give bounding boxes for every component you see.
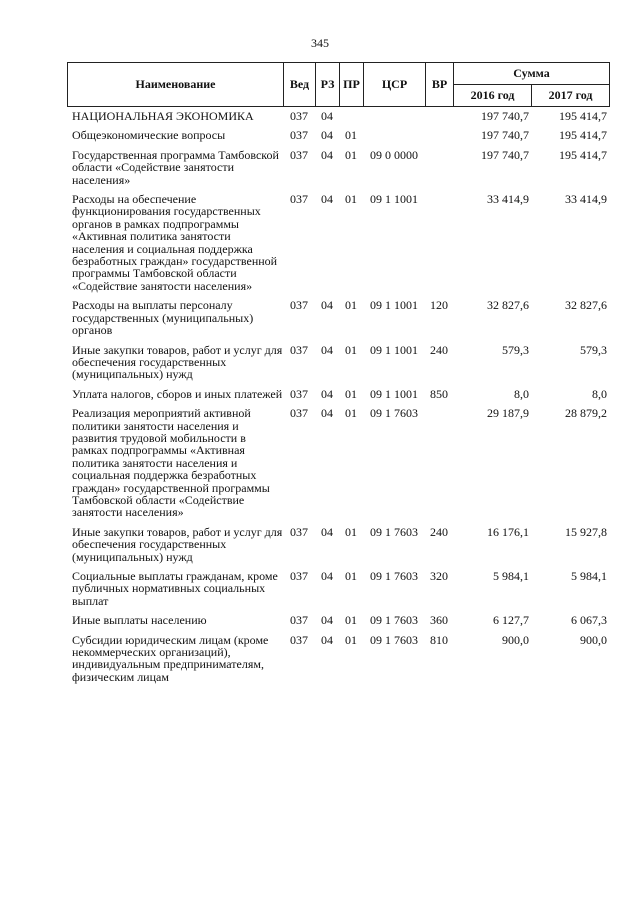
row-csr: 09 1 7603 bbox=[370, 406, 418, 421]
row-csr: 09 1 1001 bbox=[370, 386, 418, 401]
row-rz: 04 bbox=[321, 298, 333, 313]
row-ved: 037 bbox=[290, 613, 308, 628]
row-name: Иные закупки товаров, работ и услуг для обеспечения государственных (муниципальных) нужд bbox=[72, 524, 283, 564]
table-row bbox=[67, 634, 609, 684]
table-row bbox=[67, 526, 609, 563]
row-sum-2016: 5 984,1 bbox=[493, 569, 529, 583]
row-pr: 01 bbox=[345, 386, 357, 401]
row-rz: 04 bbox=[321, 128, 333, 143]
row-csr: 09 1 7603 bbox=[370, 613, 418, 628]
row-csr: 09 1 1001 bbox=[370, 342, 418, 357]
row-name: Государственная программа Тамбовской области «Содействие занятости населения» bbox=[72, 147, 279, 187]
row-name: Социальные выплаты гражданам, кроме публичных нормативных социальных выплат bbox=[72, 569, 278, 608]
row-sum-2016: 579,3 bbox=[502, 342, 529, 357]
row-ved: 037 bbox=[290, 298, 308, 313]
row-vr: 320 bbox=[430, 569, 448, 583]
row-csr: 09 0 0000 bbox=[370, 147, 418, 162]
row-name: Расходы на обеспечение функционирования государственных органов в рамках подпрограммы «Активная политика занятости населения и социальная поддержка безработных граждан» государственной программы Тамбовской области «Содействие занятости населения» bbox=[72, 192, 278, 293]
row-rz: 04 bbox=[321, 632, 333, 647]
header-vr: ВР bbox=[426, 63, 454, 107]
table-row bbox=[67, 193, 609, 292]
row-rz: 04 bbox=[321, 192, 333, 207]
header-pr: ПР bbox=[340, 63, 364, 107]
row-csr: 09 1 7603 bbox=[370, 632, 418, 647]
table-header bbox=[67, 62, 610, 107]
row-pr: 01 bbox=[345, 569, 357, 583]
row-rz: 04 bbox=[321, 524, 333, 539]
row-ved: 037 bbox=[290, 632, 308, 647]
row-sum-2017: 6 067,3 bbox=[571, 613, 607, 628]
row-sum-2017: 195 414,7 bbox=[559, 128, 607, 143]
table-row bbox=[67, 570, 609, 607]
table-row bbox=[67, 110, 609, 122]
row-pr: 01 bbox=[345, 147, 357, 162]
header-year-2016: 2016 год bbox=[454, 85, 532, 107]
row-ved: 037 bbox=[290, 128, 308, 143]
page-number: 345 bbox=[311, 36, 329, 50]
row-name: Иные закупки товаров, работ и услуг для обеспечения государственных (муниципальных) нужд bbox=[72, 342, 283, 382]
row-pr: 01 bbox=[345, 192, 357, 207]
row-pr: 01 bbox=[345, 613, 357, 628]
row-sum-2017: 32 827,6 bbox=[565, 298, 607, 313]
row-rz: 04 bbox=[321, 406, 333, 421]
header-name: Наименование bbox=[68, 63, 284, 107]
row-rz: 04 bbox=[321, 109, 333, 123]
row-name: Расходы на выплаты персоналу государственных (муниципальных) органов bbox=[72, 298, 254, 338]
row-name: Реализация мероприятий активной политики занятости населения и развития трудовой мобильности в рамках подпрограммы «Активная политика занятости населения и социальная поддержка безработных граждан» государственной программы Тамбовской области «Содействие занятости населения» bbox=[72, 406, 270, 520]
header-rz: РЗ bbox=[316, 63, 340, 107]
row-rz: 04 bbox=[321, 569, 333, 583]
row-sum-2017: 28 879,2 bbox=[565, 406, 607, 421]
table-body bbox=[67, 110, 609, 690]
row-name: Общеэкономические вопросы bbox=[72, 128, 226, 143]
table-row bbox=[67, 388, 609, 400]
row-sum-2017: 195 414,7 bbox=[559, 147, 607, 162]
row-sum-2016: 16 176,1 bbox=[487, 524, 529, 539]
row-csr: 09 1 1001 bbox=[370, 298, 418, 313]
row-csr: 09 1 7603 bbox=[370, 524, 418, 539]
table-row bbox=[67, 129, 609, 141]
row-sum-2017: 195 414,7 bbox=[559, 109, 607, 123]
row-sum-2017: 579,3 bbox=[580, 342, 607, 357]
row-sum-2017: 15 927,8 bbox=[565, 524, 607, 539]
row-sum-2016: 6 127,7 bbox=[493, 613, 529, 628]
row-sum-2017: 5 984,1 bbox=[571, 569, 607, 583]
row-pr: 01 bbox=[345, 524, 357, 539]
row-sum-2017: 8,0 bbox=[592, 386, 607, 401]
row-vr: 360 bbox=[430, 613, 448, 628]
row-vr: 240 bbox=[430, 342, 448, 357]
header-csr: ЦСР bbox=[364, 63, 426, 107]
row-ved: 037 bbox=[290, 569, 308, 583]
row-rz: 04 bbox=[321, 342, 333, 357]
row-ved: 037 bbox=[290, 524, 308, 539]
row-csr: 09 1 1001 bbox=[370, 192, 418, 207]
row-sum-2016: 32 827,6 bbox=[487, 298, 529, 313]
row-ved: 037 bbox=[290, 386, 308, 401]
row-rz: 04 bbox=[321, 147, 333, 162]
table-row bbox=[67, 407, 609, 519]
row-name: Иные выплаты населению bbox=[72, 613, 207, 628]
row-sum-2016: 900,0 bbox=[502, 632, 529, 647]
row-name: НАЦИОНАЛЬНАЯ ЭКОНОМИКА bbox=[72, 109, 254, 123]
table-row bbox=[67, 149, 609, 186]
row-sum-2016: 8,0 bbox=[514, 386, 529, 401]
row-ved: 037 bbox=[290, 406, 308, 421]
row-ved: 037 bbox=[290, 342, 308, 357]
row-rz: 04 bbox=[321, 613, 333, 628]
row-name: Субсидии юридическим лицам (кроме некоммерческих организаций), индивидуальным предпринимателям, физическим лицам bbox=[72, 632, 269, 684]
row-ved: 037 bbox=[290, 147, 308, 162]
row-csr: 09 1 7603 bbox=[370, 569, 418, 583]
row-sum-2017: 33 414,9 bbox=[565, 192, 607, 207]
row-sum-2016: 197 740,7 bbox=[481, 128, 529, 143]
table-row bbox=[67, 344, 609, 381]
header-year-2017: 2017 год bbox=[532, 85, 610, 107]
row-sum-2016: 29 187,9 bbox=[487, 406, 529, 421]
row-vr: 240 bbox=[430, 524, 448, 539]
row-pr: 01 bbox=[345, 298, 357, 313]
row-pr: 01 bbox=[345, 632, 357, 647]
header-ved: Вед bbox=[284, 63, 316, 107]
row-pr: 01 bbox=[345, 128, 357, 143]
row-vr: 850 bbox=[430, 386, 448, 401]
row-ved: 037 bbox=[290, 192, 308, 207]
row-ved: 037 bbox=[290, 109, 308, 123]
row-vr: 120 bbox=[430, 298, 448, 313]
row-sum-2016: 197 740,7 bbox=[481, 147, 529, 162]
row-sum-2016: 197 740,7 bbox=[481, 109, 529, 123]
row-name: Уплата налогов, сборов и иных платежей bbox=[72, 386, 283, 401]
row-sum-2017: 900,0 bbox=[580, 632, 607, 647]
table-row bbox=[67, 614, 609, 626]
row-sum-2016: 33 414,9 bbox=[487, 192, 529, 207]
row-pr: 01 bbox=[345, 342, 357, 357]
row-rz: 04 bbox=[321, 386, 333, 401]
table-row bbox=[67, 299, 609, 336]
row-pr: 01 bbox=[345, 406, 357, 421]
header-sum: Сумма bbox=[454, 63, 610, 85]
row-vr: 810 bbox=[430, 632, 448, 647]
